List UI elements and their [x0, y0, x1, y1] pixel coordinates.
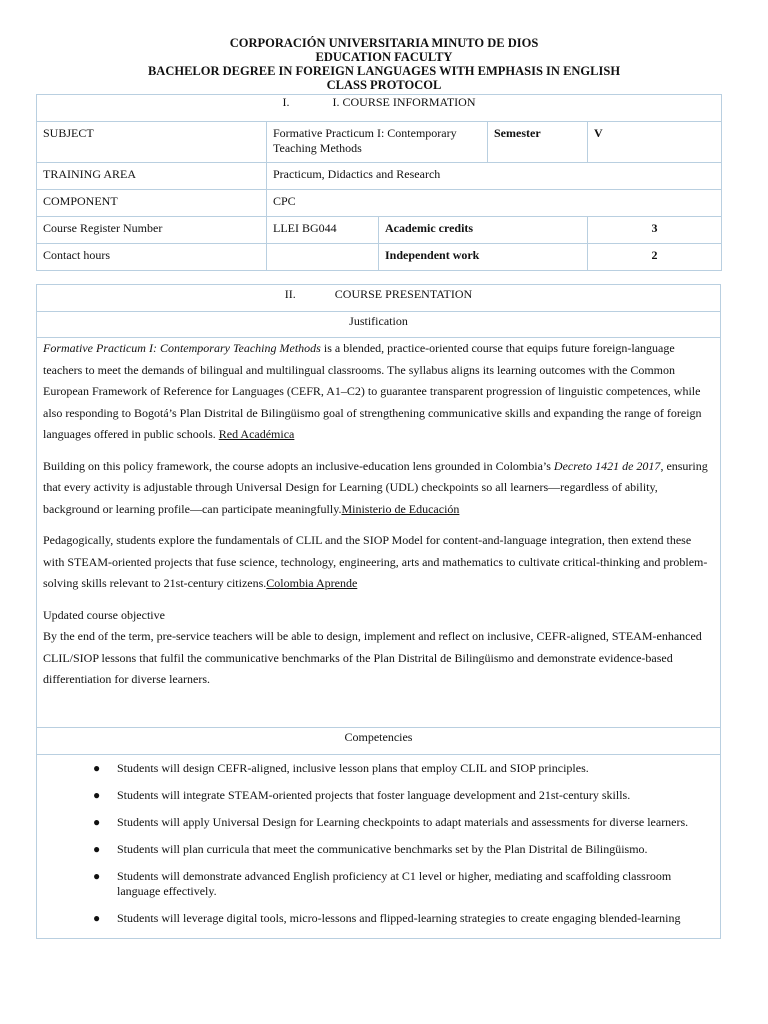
competency-item — [43, 869, 714, 899]
header-protocol: CLASS PROTOCOL — [326, 78, 442, 92]
contact-hours-label: Contact hours — [37, 244, 267, 271]
competency-item — [43, 842, 714, 857]
register-number-value: LLEI BG044 — [267, 217, 379, 244]
competencies-heading: Competencies — [37, 728, 721, 755]
ministerio-link[interactable]: Ministerio de Educación — [341, 501, 460, 516]
bullet-icon: ● — [93, 911, 101, 925]
bullet-icon: ● — [93, 869, 101, 883]
course-title-italic: Formative Practicum I: Contemporary Teaching Methods — [43, 341, 321, 355]
section-numeral: II. — [284, 287, 296, 301]
component-value: CPC — [267, 190, 722, 217]
training-area-value: Practicum, Didactics and Research — [267, 163, 722, 190]
competency-item — [43, 788, 714, 803]
competency-text: Students will plan curricula that meet the communicative benchmarks set by the Plan Distrital de Bilingüismo. — [117, 842, 648, 856]
training-area-label: TRAINING AREA — [37, 163, 267, 190]
bullet-icon: ● — [93, 842, 101, 856]
justification-paragraph-2 — [43, 456, 714, 521]
objective-label: Updated course objective — [43, 607, 165, 622]
competency-item — [43, 815, 714, 830]
justification-body — [37, 338, 721, 728]
bullet-icon: ● — [93, 815, 101, 829]
subject-value: Formative Practicum I: Contemporary Teaching Methods — [267, 122, 488, 163]
semester-label: Semester — [488, 122, 588, 163]
course-information-table — [36, 94, 722, 271]
semester-value: V — [588, 122, 722, 163]
independent-work-value: 2 — [588, 244, 722, 271]
academic-credits-value: 3 — [588, 217, 722, 244]
competency-text: Students will apply Universal Design for Learning checkpoints to adapt materials and assessments for diverse learners. — [117, 815, 689, 829]
colombia-aprende-link[interactable]: Colombia Aprende — [266, 576, 358, 590]
competency-item — [43, 761, 714, 776]
section-title: COURSE PRESENTATION — [334, 287, 473, 301]
competency-text: Students will leverage digital tools, micro-lessons and flipped-learning strategies to create engaging blended-learning — [117, 911, 681, 925]
independent-work-label: Independent work — [379, 244, 588, 271]
section-numeral: I. — [282, 95, 290, 109]
competency-item — [43, 911, 714, 926]
academic-credits-label: Academic credits — [379, 217, 588, 244]
header-degree: BACHELOR DEGREE IN FOREIGN LANGUAGES WITH EMPHASIS IN ENGLISH — [147, 64, 621, 78]
justification-paragraph-1 — [43, 338, 714, 446]
contact-hours-value — [267, 244, 379, 271]
header-institution: CORPORACIÓN UNIVERSITARIA MINUTO DE DIOS — [229, 36, 539, 50]
paragraph-text: , ensuring that every activity is adjustable through Universal Design for Learning (UDL) checkpoints so all learners—regardless of ability, background or learning profile—can participate meaningfully. — [43, 458, 708, 516]
competency-text: Students will integrate STEAM-oriented projects that foster language development and 21st-century skills. — [117, 788, 631, 802]
course-presentation-title-cell — [37, 285, 721, 312]
decree-italic: Decreto 1421 de 2017 — [553, 458, 661, 473]
paragraph-text: Pedagogically, students explore the fundamentals of CLIL and the SIOP Model for content-and-language integration, then extend these with STEAM-oriented projects that fuse science, technology, engineering, arts and mathematics to cultivate critical-thinking and problem-solving skills relevant to 21st-century citizens. — [43, 533, 708, 590]
register-number-label: Course Register Number — [37, 217, 267, 244]
competencies-list — [43, 761, 714, 926]
bullet-icon: ● — [93, 788, 101, 802]
subject-label: SUBJECT — [37, 122, 267, 163]
competency-text: Students will design CEFR-aligned, inclusive lesson plans that employ CLIL and SIOP principles. — [117, 761, 589, 775]
header-faculty: EDUCATION FACULTY — [315, 50, 453, 64]
competency-text: Students will demonstrate advanced English proficiency at C1 level or higher, mediating and scaffolding classroom language effectively. — [117, 869, 672, 898]
paragraph-text: Building on this policy framework, the course adopts an inclusive-education lens grounded in Colombia’s — [43, 458, 554, 473]
paragraph-text: is a blended, practice-oriented course that equips future foreign-language teachers to meet the demands of bilingual and multilingual classrooms. The syllabus aligns its learning outcomes with the Common European Framework of Reference for Languages (CEFR, A1–C2) to guarantee transparent progression of linguistic competences, while also responding to Bogotá’s Plan Distrital de Bilingüismo goal of strengthening communicative skills and expanding the range of foreign languages offered in public schools. — [43, 341, 702, 441]
component-label: COMPONENT — [37, 190, 267, 217]
red-academica-link[interactable]: Red Académica — [218, 427, 295, 441]
competencies-body — [37, 755, 721, 939]
course-info-title-cell — [37, 95, 722, 122]
justification-paragraph-3 — [43, 530, 714, 595]
justification-heading: Justification — [37, 312, 721, 338]
bullet-icon: ● — [93, 761, 101, 775]
section-title: I. COURSE INFORMATION — [332, 95, 476, 109]
objective-text: By the end of the term, pre-service teachers will be able to design, implement and reflect on inclusive, CEFR-aligned, STEAM-enhanced CLIL/SIOP lessons that fulfil the communicative benchmarks of the Plan Distrital de Bilingüismo and demonstrate evidence-based differentiation for diverse learners. — [43, 629, 702, 686]
course-presentation-table — [36, 284, 721, 939]
document-header — [0, 36, 768, 92]
